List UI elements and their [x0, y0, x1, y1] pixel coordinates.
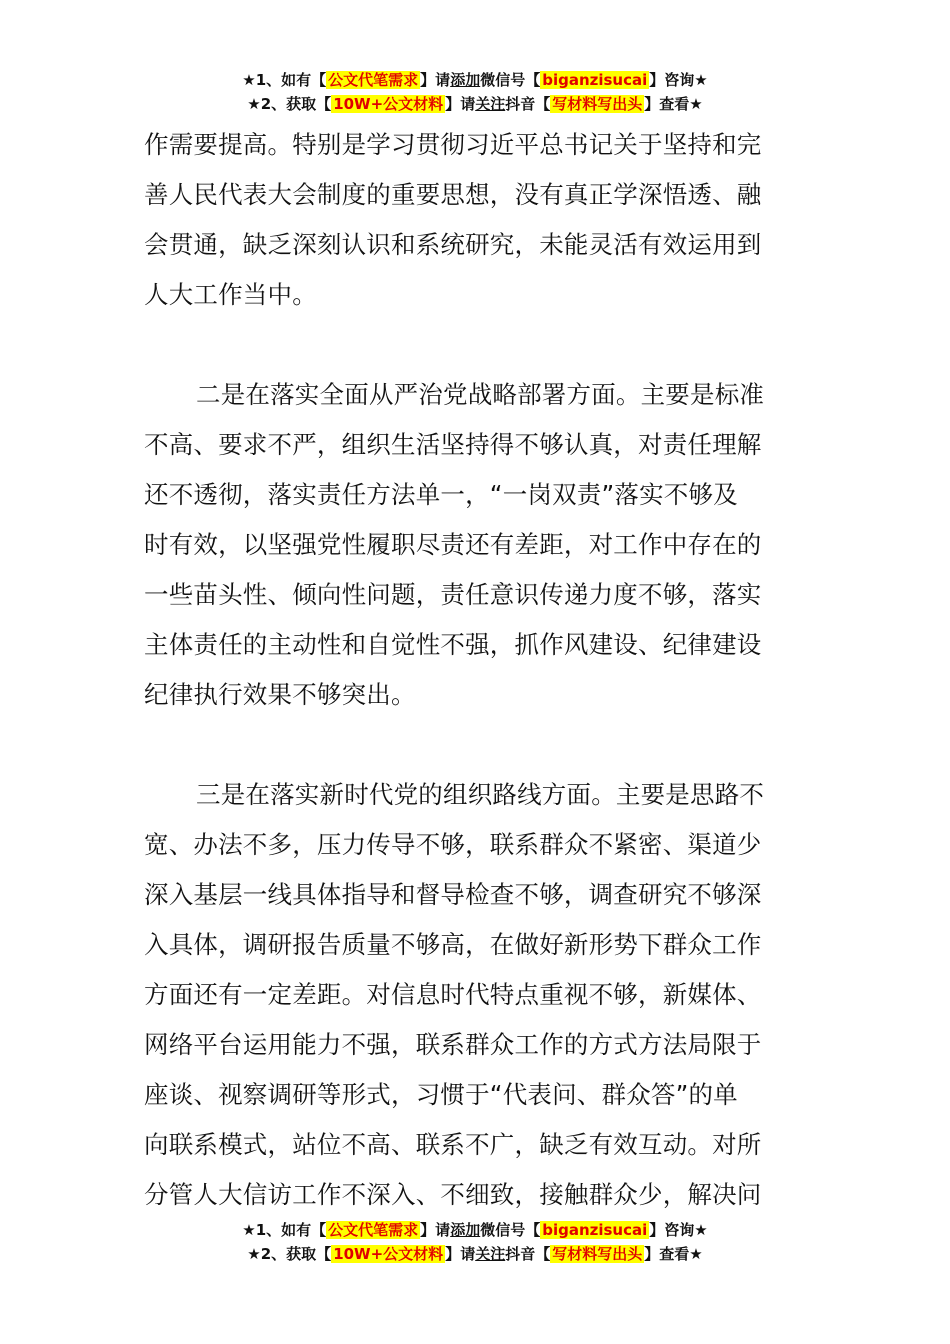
- banner-text: ★2、获取【: [247, 1245, 332, 1263]
- text-line: 向联系模式，站位不高、联系不广，缺乏有效互动。对所: [144, 1130, 762, 1159]
- footer-banner: [0, 1218, 950, 1266]
- banner-text: 抖音【: [505, 1245, 551, 1263]
- banner-emphasis: 关注: [475, 1245, 506, 1263]
- text-line: 宽、办法不多，压力传导不够，联系群众不紧密、渠道少: [144, 830, 762, 859]
- text-line: 善人民代表大会制度的重要思想，没有真正学深悟透、融: [144, 180, 762, 209]
- banner-text: 】请: [420, 71, 451, 89]
- banner-text: ★1、如有【: [242, 1221, 327, 1239]
- banner-text: 微信号【: [480, 1221, 541, 1239]
- highlight-materials: 10W+公文材料: [333, 95, 444, 113]
- highlight-douyin: 写材料写出头: [552, 95, 643, 113]
- text-line: 入具体，调研报告质量不够高，在做好新形势下群众工作: [144, 930, 762, 959]
- text-line: 深入基层一线具体指导和督导检查不够，调查研究不够深: [144, 880, 762, 909]
- document-body: [144, 120, 808, 1220]
- banner-text: ★1、如有【: [242, 71, 327, 89]
- highlight-douyin: 写材料写出头: [552, 1245, 643, 1263]
- text-line: 三是在落实新时代党的组织路线方面。主要是思路不: [196, 780, 765, 809]
- text-line: 二是在落实全面从严治党战略部署方面。主要是标准: [196, 380, 765, 409]
- paragraph-spacer: [144, 720, 808, 770]
- banner-text: 】查看★: [644, 1245, 703, 1263]
- highlight-wechat-id: biganzisucai: [542, 1221, 648, 1239]
- highlight-wechat-id: biganzisucai: [542, 71, 648, 89]
- text-line: 会贯通，缺乏深刻认识和系统研究，未能灵活有效运用到: [144, 230, 762, 259]
- paragraph-2: [144, 370, 808, 720]
- banner-emphasis: 添加: [450, 71, 481, 89]
- highlight-service: 公文代笔需求: [328, 71, 419, 89]
- text-line: 一些苗头性、倾向性问题，责任意识传递力度不够，落实: [144, 580, 762, 609]
- text-line: 作需要提高。特别是学习贯彻习近平总书记关于坚持和完: [144, 130, 762, 159]
- text-line: 还不透彻，落实责任方法单一，“一岗双责”落实不够及: [144, 480, 738, 509]
- banner-emphasis: 关注: [475, 95, 506, 113]
- text-line: 主体责任的主动性和自觉性不强，抓作风建设、纪律建设: [144, 630, 762, 659]
- text-line: 不高、要求不严，组织生活坚持得不够认真，对责任理解: [144, 430, 762, 459]
- banner-text: 微信号【: [480, 71, 541, 89]
- text-line: 时有效，以坚强党性履职尽责还有差距，对工作中存在的: [144, 530, 762, 559]
- banner-text: 】咨询★: [649, 1221, 708, 1239]
- banner-text: 】请: [420, 1221, 451, 1239]
- text-line: 方面还有一定差距。对信息时代特点重视不够，新媒体、: [144, 980, 762, 1009]
- banner-text: 抖音【: [505, 95, 551, 113]
- text-line: 人大工作当中。: [144, 280, 317, 309]
- highlight-materials: 10W+公文材料: [333, 1245, 444, 1263]
- footer-line-2: [0, 1242, 950, 1266]
- highlight-service: 公文代笔需求: [328, 1221, 419, 1239]
- banner-text: ★2、获取【: [247, 95, 332, 113]
- header-line-2: [0, 92, 950, 116]
- paragraph-3: [144, 770, 808, 1220]
- banner-text: 】咨询★: [649, 71, 708, 89]
- banner-text: 】请: [445, 95, 476, 113]
- text-line: 分管人大信访工作不深入、不细致，接触群众少，解决问: [144, 1180, 762, 1209]
- footer-line-1: [0, 1218, 950, 1242]
- banner-emphasis: 添加: [450, 1221, 481, 1239]
- text-line: 纪律执行效果不够突出。: [144, 680, 416, 709]
- paragraph-spacer: [144, 320, 808, 370]
- paragraph-1: [144, 120, 808, 320]
- header-line-1: [0, 68, 950, 92]
- text-line: 座谈、视察调研等形式，习惯于“代表问、群众答”的单: [144, 1080, 738, 1109]
- banner-text: 】请: [445, 1245, 476, 1263]
- text-line: 网络平台运用能力不强，联系群众工作的方式方法局限于: [144, 1030, 762, 1059]
- header-banner: [0, 68, 950, 116]
- banner-text: 】查看★: [644, 95, 703, 113]
